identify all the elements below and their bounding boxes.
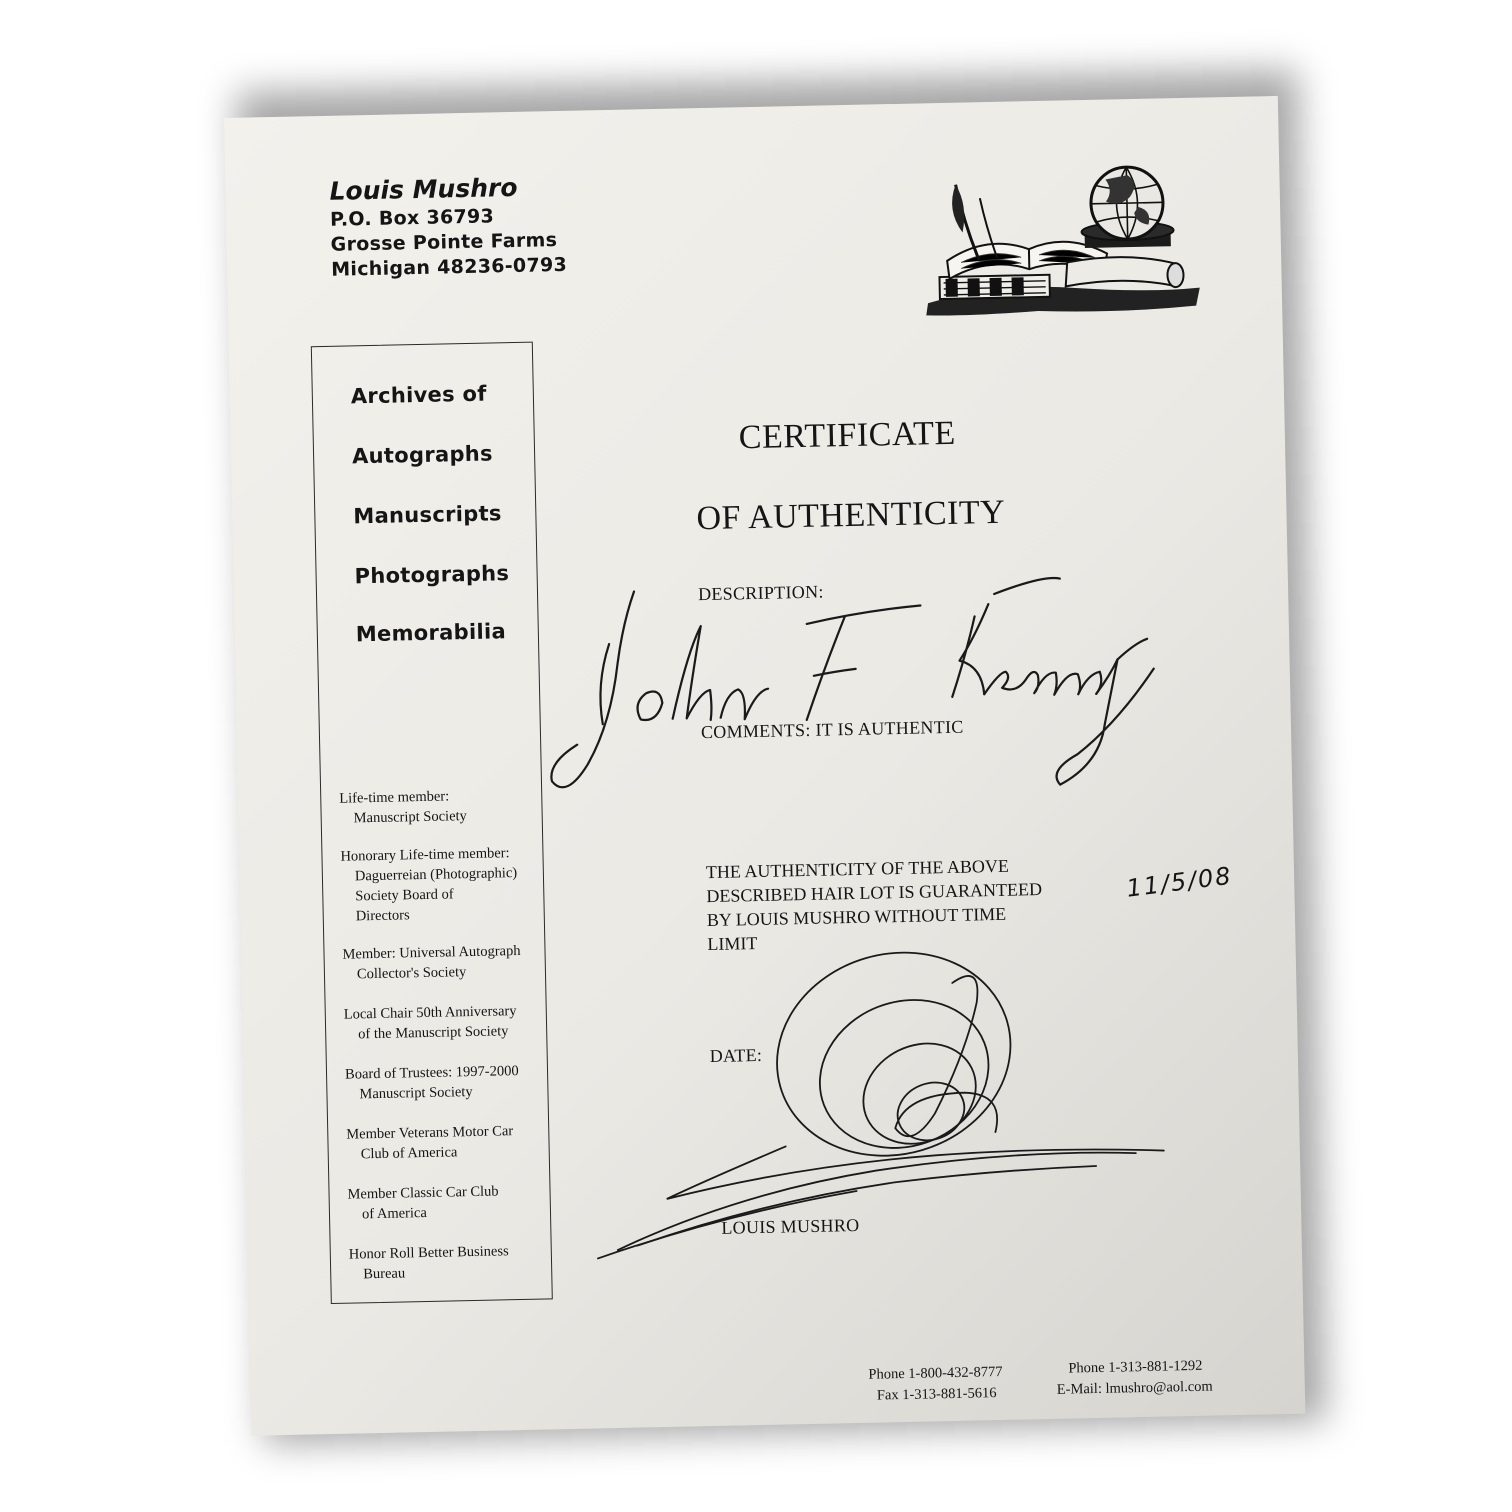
contact-left [868, 1362, 1003, 1407]
letterhead-state-zip: Michigan 48236-0793 [330, 253, 568, 281]
guarantee-text [706, 853, 1044, 956]
description-label: DESCRIPTION: [697, 581, 824, 605]
membership-line: Club of America [360, 1144, 458, 1163]
certificate-title-line1: CERTIFICATE [738, 414, 957, 457]
letterhead-po-box: P.O. Box 36793 [329, 205, 495, 231]
membership-item [340, 843, 518, 927]
description-signature [504, 572, 1169, 816]
contact-fax: Fax 1-313-881-5616 [876, 1385, 997, 1404]
membership-line: Society Board of [355, 886, 454, 905]
membership-line: Member: Universal Autograph [342, 942, 521, 963]
membership-item [339, 786, 467, 829]
membership-line: Honorary Life-time member: [340, 845, 510, 865]
membership-item [342, 941, 521, 985]
membership-item [349, 1241, 510, 1284]
service-archives: Archives of [350, 381, 487, 409]
letterhead-name: Louis Mushro [329, 172, 518, 206]
globe-and-books-icon [915, 159, 1208, 325]
certificate-title-line2: OF AUTHENTICITY [696, 493, 1006, 538]
membership-line: Collector's Society [356, 964, 467, 983]
membership-item [346, 1121, 514, 1164]
membership-line: Member Veterans Motor Car [346, 1123, 514, 1143]
membership-line: Local Chair 50th Anniversary [343, 1003, 517, 1023]
certificate-page [224, 96, 1305, 1436]
membership-line: Daguerreian (Photographic) [354, 865, 518, 885]
guarantee-line: LIMIT [707, 933, 758, 955]
membership-line: Honor Roll Better Business [348, 1243, 509, 1263]
signatory-name: LOUIS MUSHRO [721, 1214, 860, 1238]
mushro-signature [572, 938, 1179, 1270]
membership-line: Manuscript Society [353, 808, 468, 827]
service-memorabilia: Memorabilia [355, 619, 507, 647]
membership-line: Board of Trustees: 1997-2000 [344, 1063, 519, 1083]
date-label: DATE: [709, 1044, 763, 1067]
contact-phone-2: Phone 1-313-881-1292 [1068, 1357, 1203, 1377]
comments-text: COMMENTS: IT IS AUTHENTIC [700, 716, 964, 743]
service-manuscripts: Manuscripts [353, 501, 502, 529]
contact-email: E-Mail: lmushro@aol.com [1056, 1378, 1213, 1398]
membership-line: of the Manuscript Society [358, 1023, 509, 1043]
guarantee-line: THE AUTHENTICITY OF THE ABOVE [705, 855, 1010, 883]
membership-item [344, 1001, 518, 1045]
service-autographs: Autographs [351, 441, 494, 469]
guarantee-line: BY LOUIS MUSHRO WITHOUT TIME [706, 903, 1007, 931]
membership-line: Life-time member: [339, 788, 450, 807]
membership-item [345, 1061, 519, 1105]
sidebar-box [311, 342, 553, 1304]
guarantee-line: DESCRIBED HAIR LOT IS GUARANTEED [706, 879, 1043, 907]
contact-right [1056, 1356, 1213, 1401]
contact-phone-1: Phone 1-800-432-8777 [868, 1363, 1003, 1383]
date-value: 11/5/08 [1124, 861, 1235, 903]
membership-line: Manuscript Society [359, 1084, 473, 1103]
membership-line: of America [361, 1204, 427, 1223]
letterhead-city: Grosse Pointe Farms [330, 229, 558, 256]
membership-item [347, 1181, 499, 1224]
service-photographs: Photographs [354, 561, 510, 589]
membership-line: Member Classic Car Club [347, 1183, 499, 1203]
membership-line: Directors [355, 907, 410, 925]
return-address [329, 171, 567, 283]
membership-line: Bureau [363, 1265, 406, 1283]
